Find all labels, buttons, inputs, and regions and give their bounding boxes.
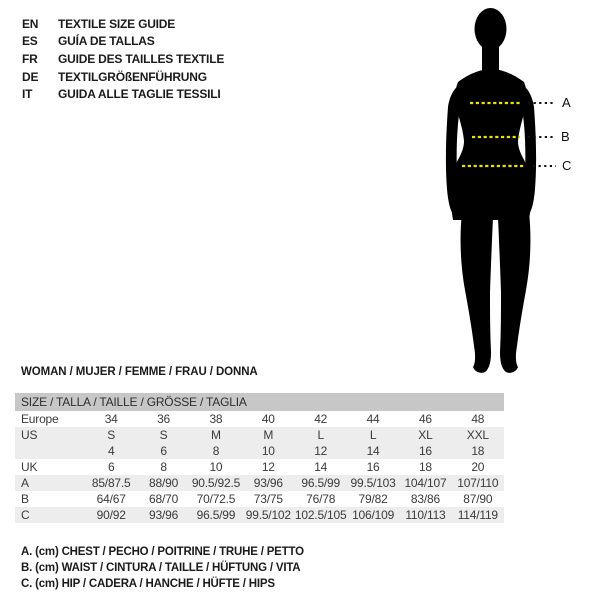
language-code: IT	[22, 87, 33, 102]
table-cell: 73/75	[253, 492, 283, 506]
table-cell: M	[263, 428, 274, 442]
table-cell: 110/113	[405, 508, 446, 522]
table-cell: 93/96	[253, 476, 283, 490]
language-code: ES	[22, 34, 38, 49]
table-cell: 64/67	[96, 492, 126, 506]
table-cell: 4	[107, 444, 115, 458]
language-title: TEXTILGRÖßENFÜHRUNG	[58, 69, 207, 84]
table-cell: 93/96	[149, 508, 179, 522]
table-cell: 87/90	[463, 492, 493, 506]
table-cell: 14	[314, 460, 328, 474]
table-cell: 90.5/92.5	[191, 476, 241, 490]
table-row-label: B	[21, 492, 29, 506]
table-cell: 36	[157, 412, 171, 426]
table-cell: 42	[314, 412, 328, 426]
table-cell: 8	[160, 460, 167, 474]
table-cell: 46	[418, 412, 432, 426]
table-cell: 16	[418, 444, 432, 458]
language-title: TEXTILE SIZE GUIDE	[58, 16, 176, 31]
table-cell: 16	[366, 460, 380, 474]
silhouette-neck	[482, 38, 499, 72]
measurement-legend	[21, 546, 304, 593]
language-row	[22, 68, 224, 86]
table-row	[15, 411, 504, 427]
table-cell: 12	[314, 444, 328, 458]
table-cell: 20	[471, 460, 485, 474]
table-cell: 114/119	[457, 508, 498, 522]
table-cell: 18	[418, 460, 432, 474]
table-cell: 96.5/99	[301, 476, 340, 490]
table-cell: 14	[366, 444, 380, 458]
silhouette-left-leg	[461, 210, 493, 373]
table-cell: 10	[209, 460, 223, 474]
table-cell: 83/86	[410, 492, 440, 506]
table-cell: XXL	[466, 428, 489, 442]
legend-chest: A. (cm) CHEST / PECHO / POITRINE / TRUHE / PETTO	[21, 546, 304, 558]
table-cell: 104/107	[404, 476, 447, 490]
table-cell: 79/82	[358, 492, 388, 506]
table-cell: 76/78	[306, 492, 336, 506]
language-code: FR	[22, 51, 38, 66]
table-cell: 88/90	[149, 476, 179, 490]
size-table	[15, 393, 504, 523]
table-cell: 70/72.5	[196, 492, 236, 506]
language-guide-list	[22, 15, 224, 103]
table-row-label: UK	[21, 460, 38, 474]
table-row	[15, 507, 504, 523]
table-cell: 68/70	[149, 492, 179, 506]
legend-hip: C. (cm) HIP / CADERA / HANCHE / HÜFTE / HIPS	[21, 577, 275, 590]
language-row	[22, 15, 224, 33]
table-cell: 34	[104, 412, 118, 426]
table-cell: 6	[160, 444, 167, 458]
table-cell: 10	[261, 444, 275, 458]
table-cell: L	[317, 428, 324, 442]
table-cell: 99.5/103	[350, 476, 396, 490]
size-table-header: SIZE / TALLA / TAILLE / GRÖSSE / TAGLIA	[15, 393, 504, 411]
table-cell: 106/109	[352, 508, 395, 522]
table-cell: 48	[471, 412, 485, 426]
table-cell: 107/110	[457, 476, 499, 490]
size-table-rows	[15, 411, 504, 523]
language-code: DE	[22, 69, 39, 84]
table-cell: XL	[418, 428, 433, 442]
table-cell: S	[107, 428, 116, 442]
table-cell: M	[211, 428, 221, 442]
table-row	[15, 427, 504, 443]
section-title-woman: WOMAN / MUJER / FEMME / FRAU / DONNA	[21, 366, 258, 378]
table-cell: 44	[366, 412, 380, 426]
table-cell: 99.5/102	[245, 508, 291, 522]
table-row	[15, 459, 504, 475]
table-cell: S	[159, 428, 168, 442]
table-cell: 90/92	[96, 508, 126, 522]
table-cell: 85/87.5	[91, 476, 131, 490]
table-row-label: Europe	[21, 412, 59, 426]
table-row	[15, 443, 504, 459]
table-cell: L	[369, 428, 377, 442]
legend-waist: B. (cm) WAIST / CINTURA / TAILLE / HÜFTUNG / VITA	[21, 561, 301, 574]
table-cell: 6	[107, 460, 115, 474]
table-cell: 18	[471, 444, 485, 458]
table-cell: 8	[212, 444, 220, 458]
language-title: GUIDA ALLE TAGLIE TESSILI	[58, 87, 221, 102]
language-title: GUÍA DE TALLAS	[58, 34, 155, 49]
measurement-label-chest: A	[562, 95, 571, 110]
table-cell: 102.5/105	[294, 508, 347, 522]
table-cell: 40	[261, 412, 275, 426]
measurement-label-hip: C	[562, 158, 572, 173]
woman-silhouette-figure	[430, 0, 600, 385]
language-row	[22, 33, 224, 51]
woman-silhouette	[446, 8, 536, 373]
table-row	[15, 491, 504, 507]
table-cell: 12	[261, 460, 275, 474]
language-title: GUIDE DES TAILLES TEXTILE	[58, 51, 225, 66]
measurement-label-waist: B	[561, 129, 570, 144]
language-row	[22, 85, 224, 103]
language-code: EN	[22, 16, 39, 31]
table-row-label: C	[21, 508, 30, 522]
table-row-label	[15, 443, 85, 459]
table-row	[15, 475, 504, 491]
language-row	[22, 50, 224, 68]
table-row-label: US	[21, 428, 38, 442]
table-row-label: A	[21, 476, 29, 490]
table-cell: 38	[209, 412, 223, 426]
silhouette-right-leg	[498, 210, 530, 373]
table-cell: 96.5/99	[196, 508, 236, 522]
